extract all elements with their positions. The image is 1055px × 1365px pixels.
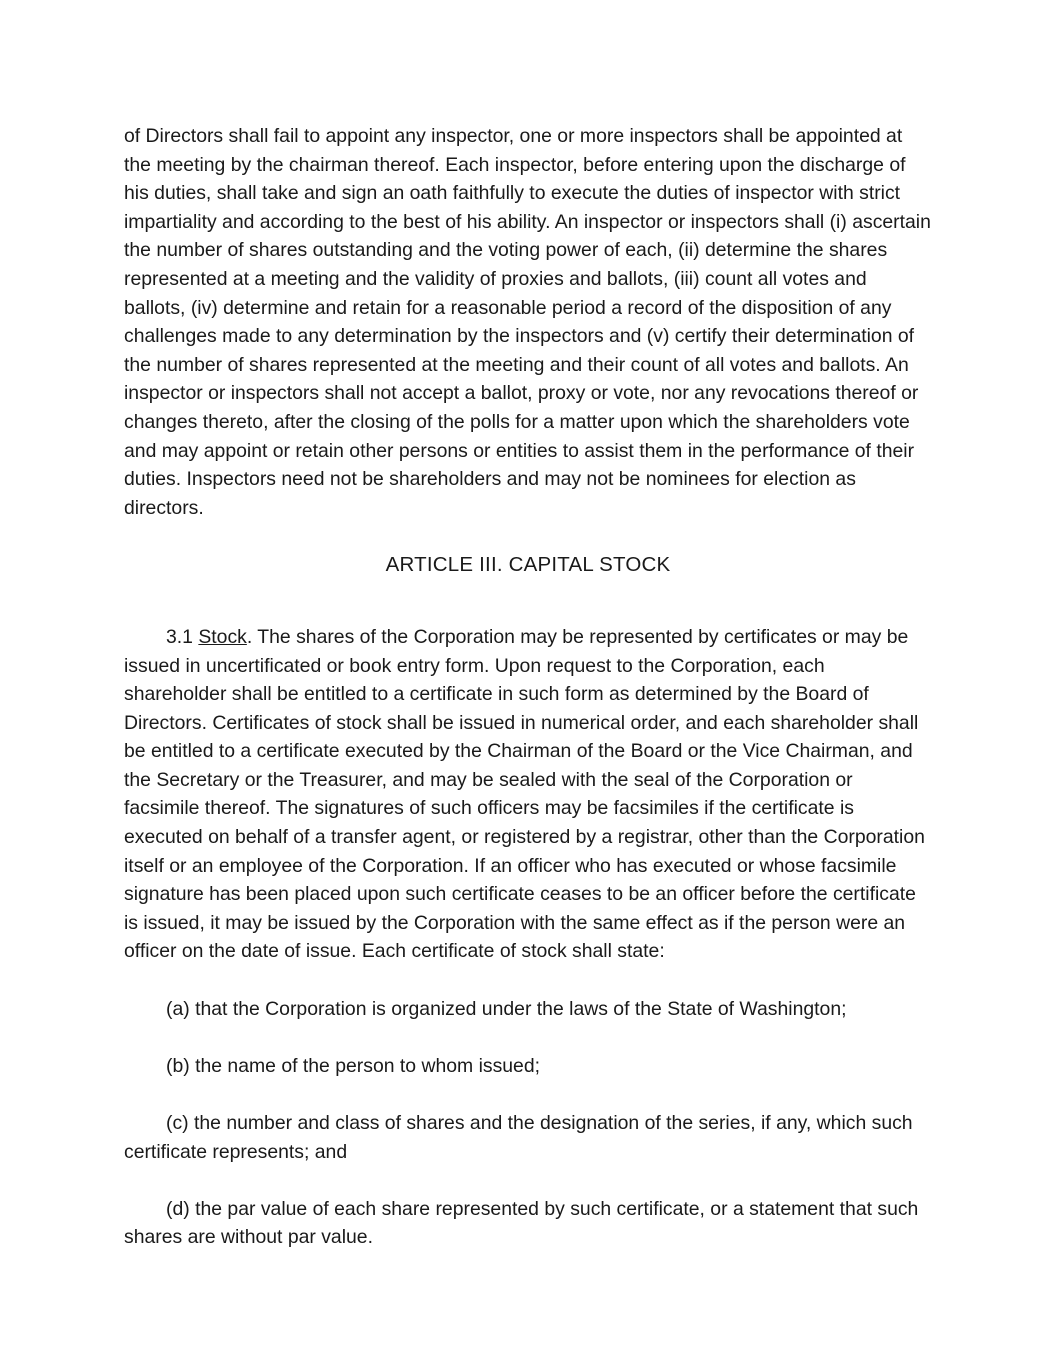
section-3-1-paragraph [124,623,932,966]
intro-paragraph: of Directors shall fail to appoint any inspector, one or more inspectors shall be appointed at the meeting by the chairman thereof. Each inspector, before entering upon the discharge of his duties, shall take and sign an oath faithfully to execute the duties of inspector with strict impartiality and according to the best of his ability. An inspector or inspectors shall (i) ascertain the number of shares outstanding and the voting power of each, (ii) determine the shares represented at a meeting and the validity of proxies and ballots, (iii) count all votes and ballots, (iv) determine and retain for a reasonable period a record of the disposition of any challenges made to any determination by the inspectors and (v) certify their determination of the number of shares represented at the meeting and their count of all votes and ballots. An inspector or inspectors shall not accept a ballot, proxy or vote, nor any revocations thereof or changes thereto, after the closing of the polls for a matter upon which the shareholders vote and may appoint or retain other persons or entities to assist them in the performance of their duties. Inspectors need not be shareholders and may not be nominees for election as directors. [124,125,931,519]
section-number: 3.1 [166,625,193,648]
section-body: . The shares of the Corporation may be represented by certificates or may be issued in uncertificated or book entry form. Upon request to the Corporation, each shareholder shall be entitled to a certificate in such form as determined by the Board of Directors. Certificates of stock shall be issued in numerical order, and each shareholder shall be entitled to a certificate executed by the Chairman of the Board or the Vice Chairman, and the Secretary or the Treasurer, and may be sealed with the seal of the Corporation or facsimile thereof. The signatures of such officers may be facsimiles if the certificate is executed on behalf of a transfer agent, or registered by a registrar, other than the Corporation itself or an employee of the Corporation. If an officer who has executed or whose facsimile signature has been placed upon such certificate ceases to be an officer before the certificate is issued, it may be issued by the Corporation with the same effect as if the person were an officer on the date of issue. Each certificate of stock shall state: [124,625,925,963]
list-item-b: (b) the name of the person to whom issued; [166,1054,541,1077]
article-heading: ARTICLE III. CAPITAL STOCK [385,553,671,577]
list-item-a: (a) that the Corporation is organized under the laws of the State of Washington; [166,997,847,1020]
section-title: Stock [198,625,247,648]
list-item-c: (c) the number and class of shares and the designation of the series, if any, which such certificate represents; and [124,1112,913,1163]
document-page [124,122,932,1252]
list-item-d: (d) the par value of each share represented by such certificate, or a statement that such shares are without par value. [124,1197,919,1249]
